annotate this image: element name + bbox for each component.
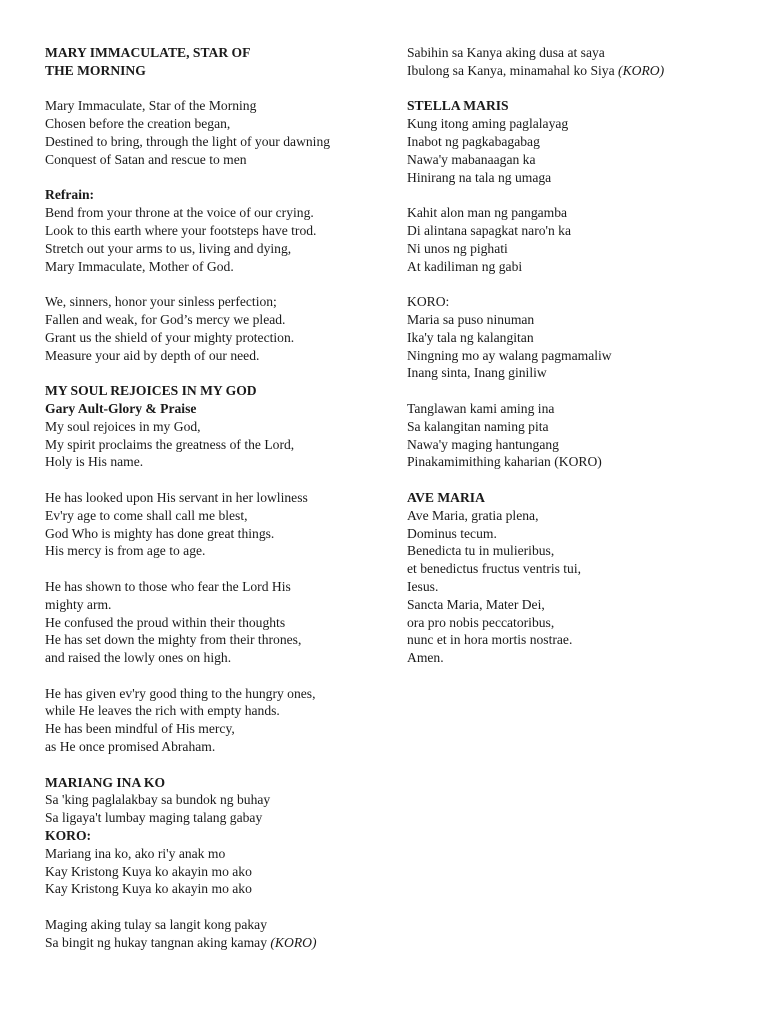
lyric-line: Nawa'y maging hantungang (407, 436, 559, 452)
song-header-my-soul-rejoices (45, 382, 385, 418)
lyric-line: Holy is His name. (45, 454, 144, 470)
lyric-line: We, sinners, honor your sinless perfection; (45, 294, 277, 310)
lyric-line: Bend from your throne at the voice of our crying. (45, 205, 314, 221)
verse-stanza (45, 685, 385, 756)
koro-tag: (KORO) (270, 934, 317, 950)
lyric-line: Measure your aid by depth of our need. (45, 347, 260, 363)
lyric-line: ora pro nobis peccatoribus, (407, 614, 555, 630)
lyric-line: Pinakamimithing kaharian (KORO) (407, 454, 602, 470)
verse-stanza (45, 578, 385, 667)
song-ave-maria (407, 489, 747, 667)
left-column (45, 44, 385, 952)
lyric-line: My soul rejoices in my God, (45, 418, 201, 434)
lyric-line: He has been mindful of His mercy, (45, 721, 235, 737)
lyric-line: Sabihin sa Kanya aking dusa at saya (407, 45, 605, 60)
lyric-line: His mercy is from age to age. (45, 543, 206, 559)
verse-stanza (45, 418, 385, 471)
lyric-line: Di alintana sapagkat naro'n ka (407, 222, 572, 238)
verse-stanza (407, 44, 747, 80)
lyric-line: Sa 'king paglalakbay sa bundok ng buhay (45, 792, 271, 808)
lyric-line: Chosen before the creation began, (45, 116, 231, 132)
song-title: MY SOUL REJOICES IN MY GOD (45, 383, 257, 399)
koro-label: KORO: (407, 294, 450, 310)
koro-tag: (KORO) (618, 62, 665, 78)
lyric-line: Hinirang na tala ng umaga (407, 169, 552, 185)
lyric-line: Ni unos ng pighati (407, 240, 508, 256)
lyric-line: Mariang ina ko, ako ri'y anak mo (45, 845, 226, 861)
lyric-line: Sa ligaya't lumbay maging talang gabay (45, 810, 263, 826)
lyric-line: Conquest of Satan and rescue to men (45, 151, 247, 167)
lyric-line: Nawa'y mabanaagan ka (407, 151, 536, 167)
song-title: STELLA MARIS (407, 98, 509, 114)
song-stella-maris (407, 97, 747, 186)
lyric-line: mighty arm. (45, 596, 112, 612)
lyric-line: Grant us the shield of your mighty protection. (45, 329, 295, 345)
lyric-line: Look to this earth where your footsteps have trod. (45, 222, 317, 238)
lyric-line: Dominus tecum. (407, 525, 497, 541)
lyric-line: He has shown to those who fear the Lord His (45, 578, 291, 594)
lyric-line: Destined to bring, through the light of your dawning (45, 133, 331, 149)
lyric-line: Ika'y tala ng kalangitan (407, 329, 534, 345)
refrain-stanza (45, 186, 385, 275)
lyric-line: Kay Kristong Kuya ko akayin mo ako (45, 863, 252, 879)
lyric-line (45, 934, 385, 952)
song-mariang-ina-ko (45, 774, 385, 899)
lyric-line: Iesus. (407, 578, 439, 594)
song-title: MARIANG INA KO (45, 774, 166, 790)
lyric-line: Inabot ng pagkabagabag (407, 133, 540, 149)
lyric-line: He has looked upon His servant in her lowliness (45, 489, 308, 505)
verse-stanza (407, 400, 747, 471)
lyric-line: Sancta Maria, Mater Dei, (407, 596, 545, 612)
lyric-text: Sa bingit ng hukay tangnan aking kamay (45, 934, 267, 950)
lyric-line: Ave Maria, gratia plena, (407, 507, 539, 523)
lyric-line: Kahit alon man ng pangamba (407, 205, 568, 221)
lyric-line: Fallen and weak, for God’s mercy we plead. (45, 311, 286, 327)
verse-stanza (45, 916, 385, 952)
song-title-line: MARY IMMACULATE, STAR OF (45, 45, 251, 60)
refrain-label: Refrain: (45, 187, 95, 203)
koro-label: KORO: (45, 828, 92, 844)
verse-stanza (407, 204, 747, 275)
lyric-line: and raised the lowly ones on high. (45, 650, 232, 666)
lyric-line: Kung itong aming paglalayag (407, 116, 569, 132)
lyric-line: He confused the proud within their thoughts (45, 614, 286, 630)
lyric-line: Kay Kristong Kuya ko akayin mo ako (45, 881, 252, 897)
song-title-mary-immaculate (45, 44, 385, 80)
koro-stanza (407, 293, 747, 382)
lyric-line: My spirit proclaims the greatness of the Lord, (45, 436, 295, 452)
lyric-line: Maria sa puso ninuman (407, 311, 535, 327)
song-title: AVE MARIA (407, 489, 485, 505)
lyric-line: At kadiliman ng gabi (407, 258, 523, 274)
lyric-line: as He once promised Abraham. (45, 739, 216, 755)
lyric-line: Mary Immaculate, Star of the Morning (45, 98, 257, 114)
right-column (407, 44, 747, 667)
lyric-line: Ev'ry age to come shall call me blest, (45, 507, 248, 523)
verse-stanza (45, 97, 385, 168)
lyric-line: while He leaves the rich with empty hands. (45, 703, 280, 719)
lyric-line: God Who is mighty has done great things. (45, 525, 275, 541)
lyric-line: Mary Immaculate, Mother of God. (45, 258, 234, 274)
lyric-line: et benedictus fructus ventris tui, (407, 561, 582, 577)
lyric-line: He has given ev'ry good thing to the hungry ones, (45, 685, 316, 701)
verse-stanza (45, 489, 385, 560)
verse-stanza (45, 293, 385, 364)
lyric-line: He has set down the mighty from their thrones, (45, 632, 302, 648)
lyric-line: Inang sinta, Inang giniliw (407, 365, 547, 381)
lyric-line: nunc et in hora mortis nostrae. (407, 632, 573, 648)
lyric-line: Sa kalangitan naming pita (407, 418, 549, 434)
lyric-line: Amen. (407, 650, 444, 666)
lyric-line: Maging aking tulay sa langit kong pakay (45, 917, 267, 933)
lyric-line: Tanglawan kami aming ina (407, 400, 555, 416)
lyric-line: Stretch out your arms to us, living and dying, (45, 240, 292, 256)
lyric-line: Benedicta tu in mulieribus, (407, 543, 555, 559)
song-author: Gary Ault-Glory & Praise (45, 400, 197, 416)
song-title-line: THE MORNING (45, 62, 146, 78)
lyric-line (407, 62, 747, 80)
lyric-text: Ibulong sa Kanya, minamahal ko Siya (407, 62, 615, 78)
lyric-line: Ningning mo ay walang pagmamaliw (407, 347, 612, 363)
